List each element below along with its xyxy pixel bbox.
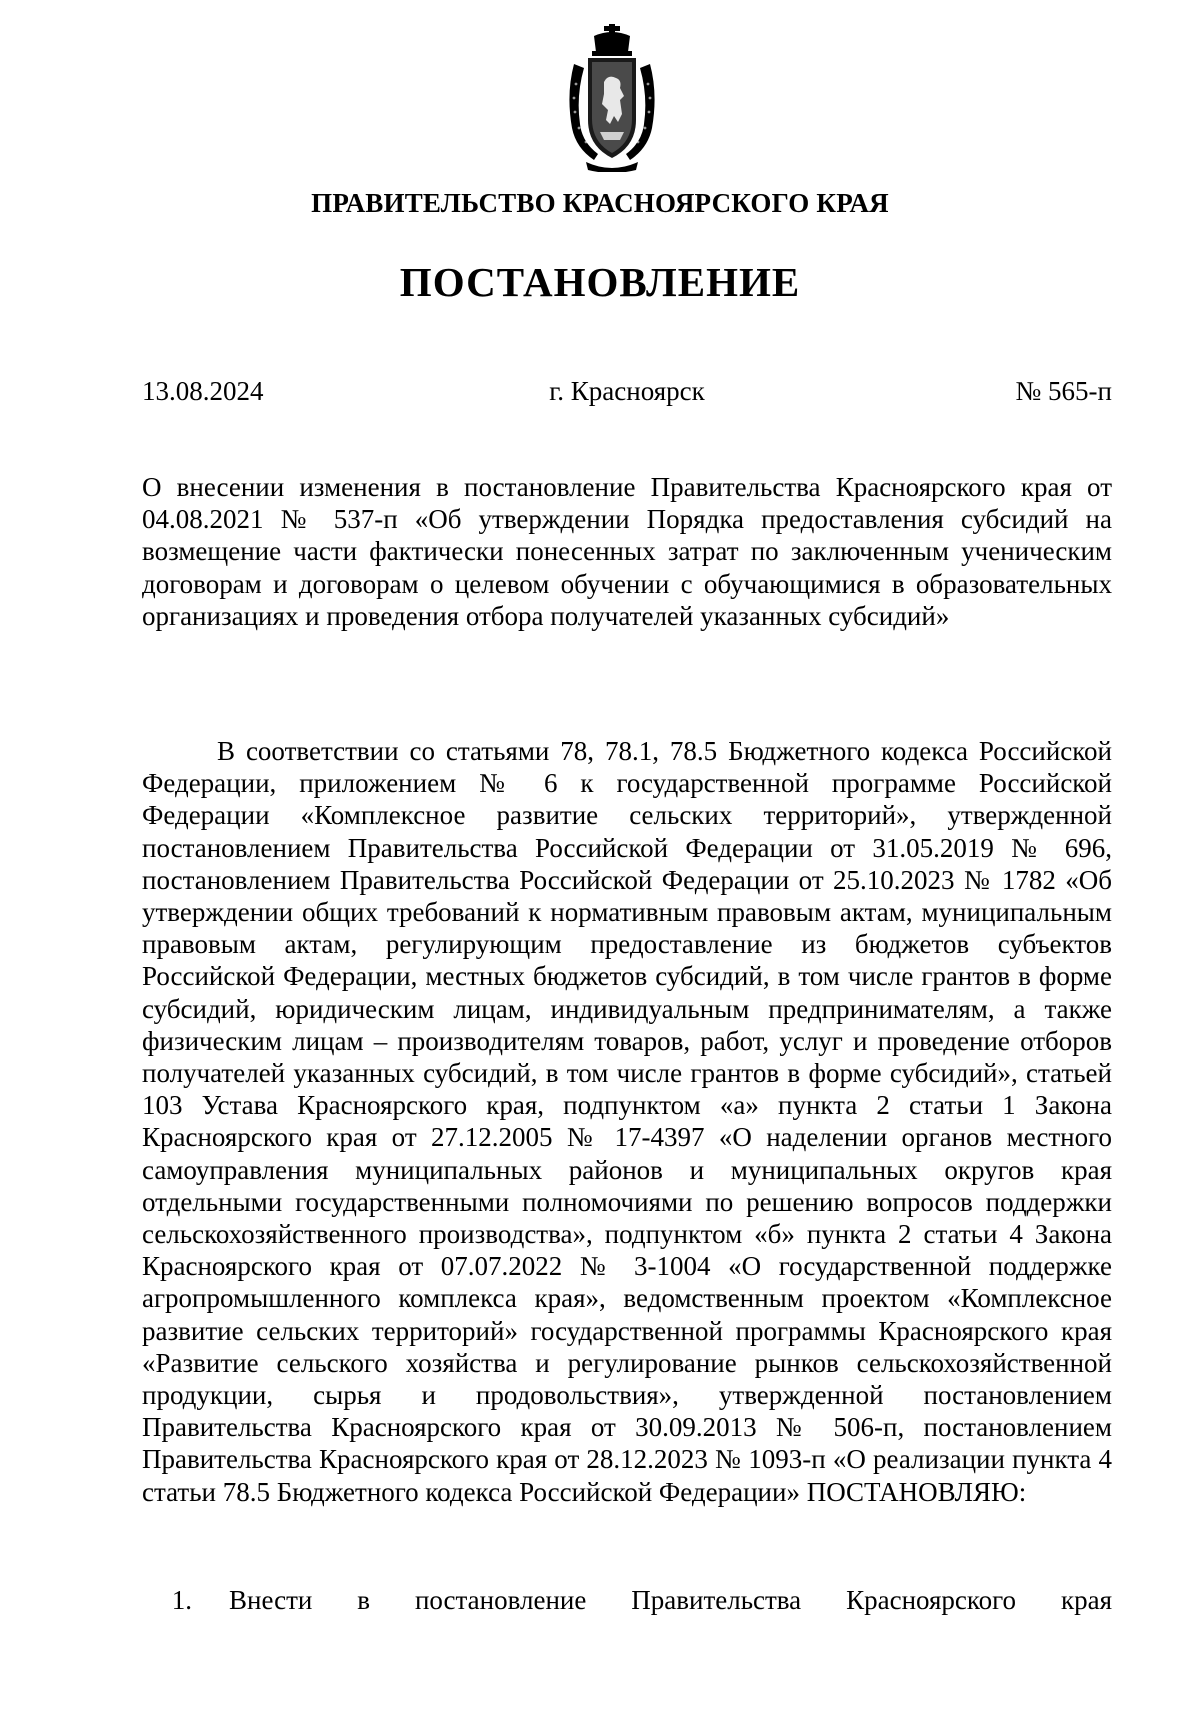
document-type-title: ПОСТАНОВЛЕНИЕ <box>399 259 801 305</box>
organization-title: ПРАВИТЕЛЬСТВО КРАСНОЯРСКОГО КРАЯ <box>311 188 889 218</box>
list-item-number: 1. <box>171 1585 192 1615</box>
document-city: г. Красноярск <box>549 376 705 406</box>
document-date: 13.08.2024 <box>142 376 264 406</box>
list-item <box>142 1584 1112 1616</box>
preamble-paragraph: В соответствии со статьями 78, 78.1, 78.5 Бюджетного кодекса Российской Федерации, приложением № 6 к государственной программе Российской Федерации «Комплексное развитие сельских территорий», утвержденной постановлением Правительства Российской Федерации от 31.05.2019 № 696, постановлением Правительства Российской Федерации от 25.10.2023 № 1782 «Об утверждении общих требований к нормативным правовым актам, муниципальным правовым актам, регулирующим предоставление из бюджетов субъектов Российской Федерации, местных бюджетов субсидий, в том числе грантов в форме субсидий, юридическим лицам, индивидуальным предпринимателям, а также физическим лицам – производителям товаров, работ, услуг и проведение отборов получателей указанных субсидий, в том числе грантов в форме субсидий», статьей 103 Устава Красноярского края, подпунктом «а» пункта 2 статьи 1 Закона Красноярского края от 27.12.2005 № 17-4397 «О наделении органов местного самоуправления муниципальных районов и муниципальных округов края отдельными государственными полномочиями по решению вопросов поддержки сельскохозяйственного производства», подпунктом «б» пункта 2 статьи 4 Закона Красноярского края от 07.07.2022 № 3-1004 «О государственной поддержке агропромышленного комплекса края», ведомственным проектом «Комплексное развитие сельских территорий» государственной программы Красноярского края «Развитие сельского хозяйства и регулирование рынков сельскохозяйственной продукции, сырья и продовольствия», утвержденной постановлением Правительства Красноярского края от 30.09.2013 № 506-п, постановлением Правительства Красноярского края от 28.12.2023 № 1093-п «О реализации пункта 4 статьи 78.5 Бюджетного кодекса Российской Федерации» ПОСТАНОВЛЯЮ: <box>142 736 1112 1507</box>
document-number: № 565-п <box>1015 376 1112 406</box>
coat-of-arms-emblem <box>564 24 660 172</box>
document-subject: О внесении изменения в постановление Правительства Красноярского края от 04.08.2021 № 537-п «Об утверждении Порядка предоставления субсидий на возмещение части фактически понесенных затрат по заключенным ученическим договорам и договорам о целевом обучении с обучающимися в образовательных организациях и проведения отбора получателей указанных субсидий» <box>142 472 1112 631</box>
list-item-text: Внести в постановление Правительства Красноярского края <box>229 1585 1112 1615</box>
